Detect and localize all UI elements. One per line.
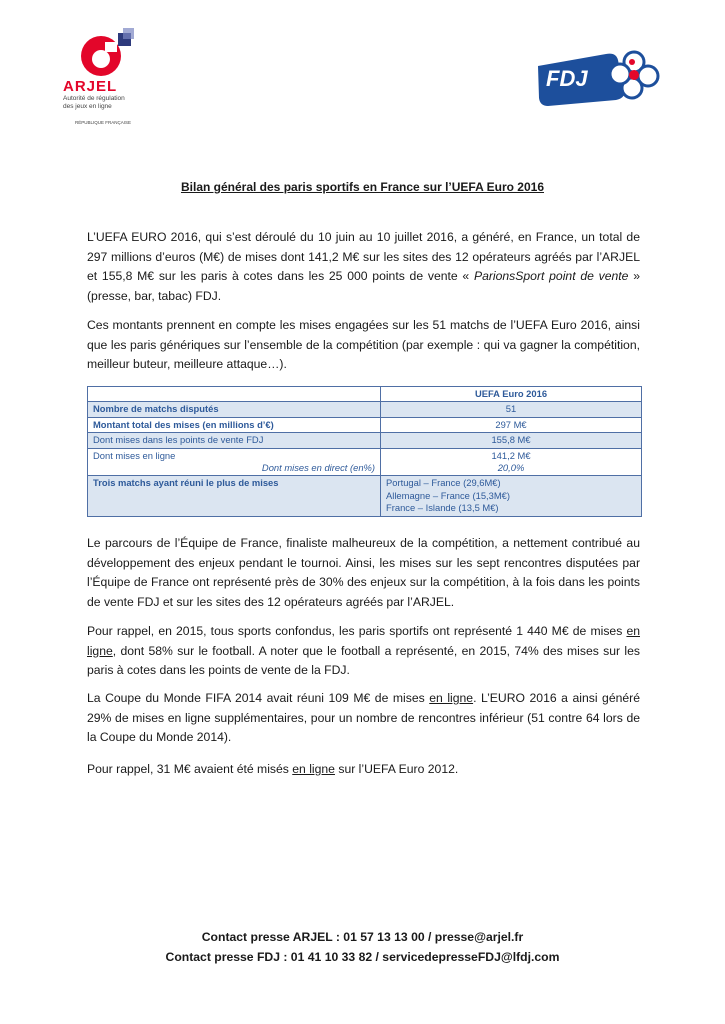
contact-fdj: Contact presse FDJ : 01 41 10 33 82 / servicedepresseFDJ@lfdj.com — [165, 950, 560, 964]
stats-table — [87, 386, 642, 517]
paragraph-intro: L’UEFA EURO 2016, qui s’est déroulé du 10 juin au 10 juillet 2016, a généré, en France, un total de 297 millions d’euros (M€) de mises dont 141,2 M€ sur les sites des 12 opérateurs agréés par l’ARJEL et 155,8 M€ sur les paris à cotes dans les 25 000 points de vente « ParionsSport point de vente » (presse, bar, tabac) FDJ. — [87, 230, 640, 303]
arjel-subtitle: Autorité de régulation des jeux en ligne — [63, 95, 125, 110]
table-row: Dont mises dans les points de vente FDJ 155,8 M€ — [88, 433, 642, 448]
paragraph-scope: Ces montants prennent en compte les mises engagées sur les 51 matchs de l’UEFA Euro 2016, ainsi que les paris génériques sur l’ensemble de la compétition (par exemple : qui va gagner la compétition, meilleur buteur, meilleure attaque…). — [87, 318, 640, 372]
paragraph-euro-2012: Pour rappel, 31 M€ avaient été misés en ligne sur l’UEFA Euro 2012. — [87, 762, 459, 776]
contact-arjel: Contact presse ARJEL : 01 57 13 13 00 / presse@arjel.fr — [201, 930, 524, 944]
table-header: UEFA Euro 2016 — [381, 387, 642, 402]
paragraph-2015: Pour rappel, en 2015, tous sports confondus, les paris sportifs ont représenté 1 440 M€ de mises en ligne, dont 58% sur le football. A noter que le football a représenté, en 2015, 74% des mises sur les paris à cotes dans les points de vente de la FDJ. — [87, 624, 640, 678]
document-title: Bilan général des paris sportifs en France sur l’UEFA Euro 2016 — [180, 180, 544, 194]
fdj-logo — [536, 48, 660, 106]
paragraph-france-team: Le parcours de l’Équipe de France, finaliste malheureux de la compétition, a nettement contribué au développement des enjeux pendant le tournoi. Ainsi, les mises sur les sept rencontres disputées par l’Équipe de France ont représenté près de 30% des enjeux sur la compétition, à la fois dans les points de vente FDJ et sur les sites des 12 opérateurs agréés par l’ARJEL. — [87, 536, 640, 609]
republique-francaise: RÉPUBLIQUE FRANÇAISE — [75, 120, 132, 125]
table-row: Trois matchs ayant réuni le plus de mises Portugal – France (29,6M€) Allemagne – France (15,3M€) France – Islande (13,5 M€) — [88, 476, 642, 516]
table-row: Dont mises en ligne Dont mises en direct (en%) 141,2 M€ 20,0% — [88, 448, 642, 476]
table-corner — [88, 387, 381, 402]
table-row: Nombre de matchs disputés 51 — [88, 402, 642, 417]
fdj-wordmark: FDJ — [546, 66, 588, 91]
table-row: Montant total des mises (en millions d’€) 297 M€ — [88, 417, 642, 432]
paragraph-world-cup: La Coupe du Monde FIFA 2014 avait réuni 109 M€ de mises en ligne. L’EURO 2016 a ainsi généré 29% de mises en ligne supplémentaires, pour un nombre de rencontres inférieur (51 contre 64 lors de la Coupe du Monde 2014). — [87, 691, 641, 745]
arjel-wordmark: ARJEL — [63, 78, 118, 95]
